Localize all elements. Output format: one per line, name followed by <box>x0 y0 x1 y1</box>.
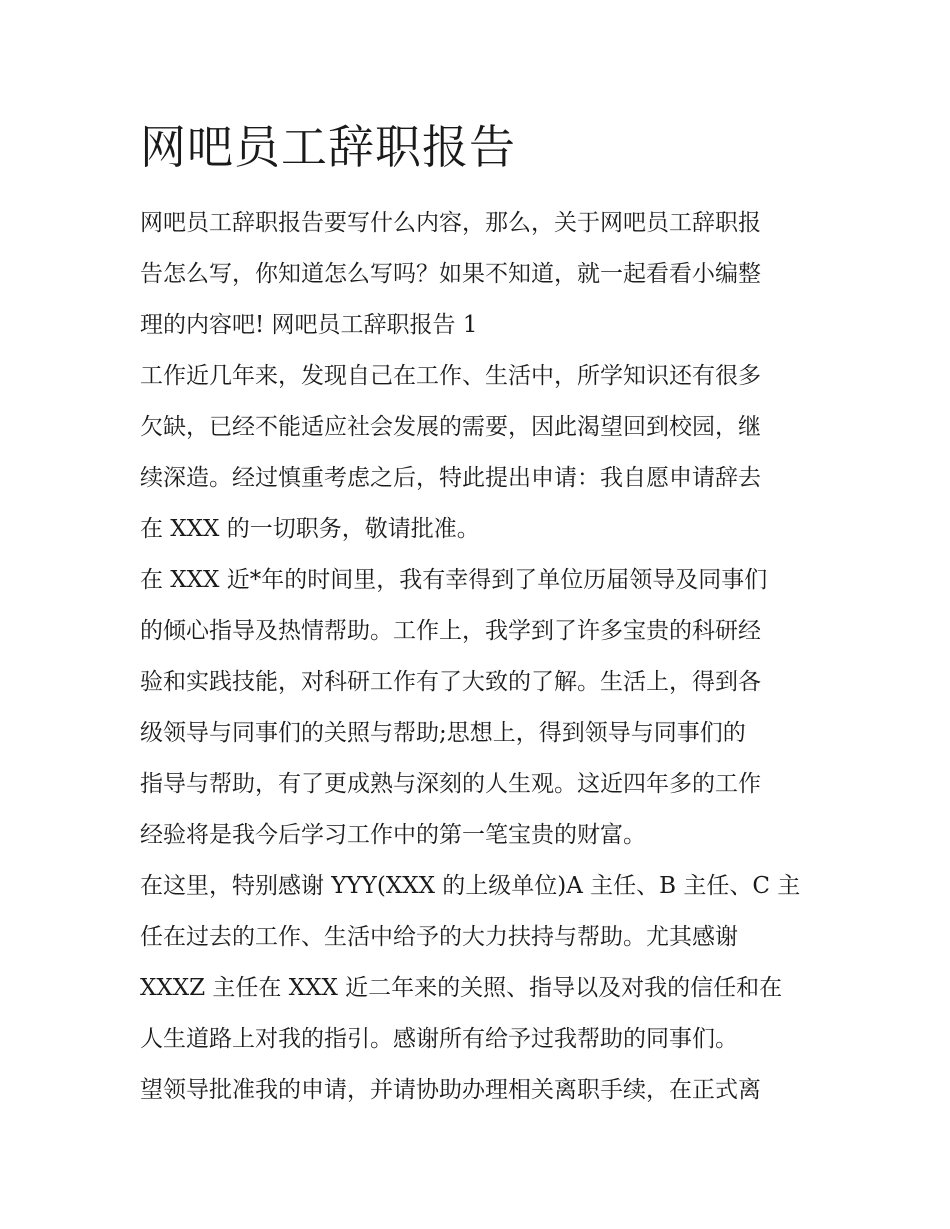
body-line: 在这里，特别感谢 YYY(XXX 的上级单位)A 主任、B 主任、C 主 <box>140 873 801 899</box>
body-line: XXXZ 主任在 XXX 近二年来的关照、指导以及对我的信任和在 <box>140 975 783 1001</box>
body-line: 续深造。经过慎重考虑之后，特此提出申请：我自愿申请辞去 <box>140 465 761 491</box>
body-line: 的倾心指导及热情帮助。工作上，我学到了许多宝贵的科研经 <box>140 618 761 644</box>
body-line: 经验将是我今后学习工作中的第一笔宝贵的财富。 <box>140 822 646 848</box>
body-line: 理的内容吧! 网吧员工辞职报告 1 <box>140 312 478 338</box>
body-line: 在 XXX 近*年的时间里，我有幸得到了单位历届领导及同事们 <box>140 567 768 593</box>
body-line: 望领导批准我的申请，并请协助办理相关离职手续，在正式离 <box>140 1077 761 1103</box>
body-line: 在 XXX 的一切职务，敬请批准。 <box>140 516 480 542</box>
body-line: 欠缺，已经不能适应社会发展的需要，因此渴望回到校园，继 <box>140 414 761 440</box>
body-line: 验和实践技能，对科研工作有了大致的了解。生活上，得到各 <box>140 669 761 695</box>
body-line: 工作近几年来，发现自己在工作、生活中，所学知识还有很多 <box>140 363 761 389</box>
body-line: 级领导与同事们的关照与帮助;思想上，得到领导与同事们的 <box>140 720 746 746</box>
body-line: 网吧员工辞职报告要写什么内容，那么，关于网吧员工辞职报 <box>140 210 761 236</box>
body-line: 告怎么写，你知道怎么写吗？如果不知道，就一起看看小编整 <box>140 261 761 287</box>
body-line: 指导与帮助，有了更成熟与深刻的人生观。这近四年多的工作 <box>140 771 761 797</box>
document-title: 网吧员工辞职报告 <box>140 120 516 174</box>
body-line: 人生道路上对我的指引。感谢所有给予过我帮助的同事们。 <box>140 1026 738 1052</box>
document-body <box>140 198 820 1116</box>
body-line: 任在过去的工作、生活中给予的大力扶持与帮助。尤其感谢 <box>140 924 738 950</box>
